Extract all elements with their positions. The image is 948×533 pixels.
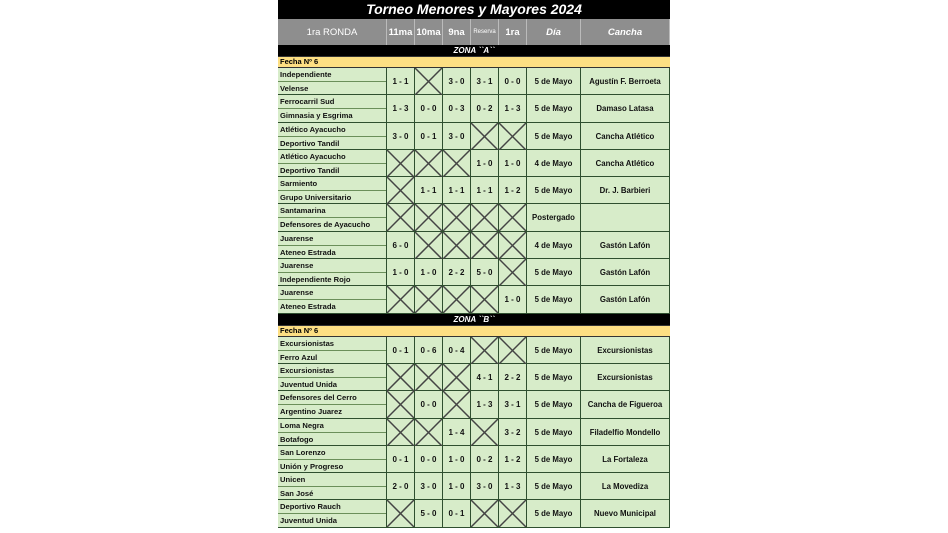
score-cell: 1 - 4 bbox=[443, 419, 471, 446]
cross-mark-icon bbox=[415, 150, 442, 177]
score-cell: 1 - 0 bbox=[387, 259, 415, 286]
teams-cell bbox=[278, 473, 387, 500]
match-row bbox=[278, 364, 670, 391]
score-cell: 0 - 2 bbox=[471, 95, 499, 122]
match-row bbox=[278, 500, 670, 527]
cross-mark-icon bbox=[499, 123, 526, 150]
score-cell: 3 - 0 bbox=[443, 68, 471, 95]
teams-cell bbox=[278, 232, 387, 259]
cross-mark-icon bbox=[443, 150, 470, 177]
cross-mark-icon bbox=[443, 204, 470, 231]
match-field: Agustín F. Berroeta bbox=[581, 68, 670, 95]
cross-mark-icon bbox=[387, 364, 414, 391]
away-team: Argentino Juarez bbox=[280, 407, 343, 417]
cross-mark-icon bbox=[499, 337, 526, 364]
match-field: Damaso Latasa bbox=[581, 95, 670, 122]
match-row bbox=[278, 419, 670, 446]
score-cell bbox=[443, 232, 471, 259]
score-cell: 3 - 1 bbox=[471, 68, 499, 95]
cross-mark-icon bbox=[471, 204, 498, 231]
cross-mark-icon bbox=[499, 232, 526, 259]
score-cell: 1 - 1 bbox=[471, 177, 499, 204]
match-day: 4 de Mayo bbox=[527, 150, 581, 177]
score-cell: 6 - 0 bbox=[387, 232, 415, 259]
score-cell: 1 - 3 bbox=[499, 473, 527, 500]
away-team: Unión y Progreso bbox=[280, 461, 344, 471]
away-team: Deportivo Tandil bbox=[280, 138, 340, 148]
score-cell: 2 - 2 bbox=[443, 259, 471, 286]
teams-cell bbox=[278, 500, 387, 527]
home-team: San Lorenzo bbox=[278, 446, 386, 460]
match-field: La Movediza bbox=[581, 473, 670, 500]
score-cell bbox=[471, 500, 499, 527]
score-cell bbox=[499, 500, 527, 527]
score-cell bbox=[471, 419, 499, 446]
home-team: Santamarina bbox=[278, 204, 386, 218]
teams-cell bbox=[278, 123, 387, 150]
cross-mark-icon bbox=[415, 204, 442, 231]
score-cell: 1 - 0 bbox=[415, 259, 443, 286]
score-cell: 0 - 6 bbox=[415, 337, 443, 364]
fixture-sheet bbox=[278, 0, 670, 528]
away-team: Independiente Rojo bbox=[280, 275, 351, 285]
score-cell: 5 - 0 bbox=[415, 500, 443, 527]
match-day: 5 de Mayo bbox=[527, 473, 581, 500]
sheet-title: Torneo Menores y Mayores 2024 bbox=[278, 0, 670, 19]
column-header-reserva: Reserva bbox=[471, 19, 499, 45]
score-cell bbox=[499, 337, 527, 364]
cross-mark-icon bbox=[387, 150, 414, 177]
away-team: Ferro Azul bbox=[280, 352, 318, 362]
match-field: Gastón Lafón bbox=[581, 232, 670, 259]
score-cell bbox=[415, 419, 443, 446]
score-cell bbox=[443, 150, 471, 177]
home-team: Juarense bbox=[278, 259, 386, 273]
fecha-label: Fecha Nº 6 bbox=[278, 325, 670, 337]
cross-mark-icon bbox=[387, 500, 414, 527]
column-header-round: 1ra RONDA bbox=[278, 19, 387, 45]
score-cell bbox=[415, 232, 443, 259]
score-cell: 1 - 0 bbox=[443, 473, 471, 500]
home-team: Sarmiento bbox=[278, 177, 386, 191]
score-cell bbox=[499, 123, 527, 150]
cross-mark-icon bbox=[499, 259, 526, 286]
score-cell: 2 - 0 bbox=[387, 473, 415, 500]
match-field bbox=[581, 204, 670, 231]
match-day: 5 de Mayo bbox=[527, 446, 581, 473]
score-cell: 1 - 0 bbox=[499, 286, 527, 313]
score-cell: 0 - 0 bbox=[415, 391, 443, 418]
teams-cell bbox=[278, 150, 387, 177]
match-row bbox=[278, 337, 670, 364]
home-team: Juarense bbox=[278, 286, 386, 300]
match-row bbox=[278, 150, 670, 177]
match-field: Gastón Lafón bbox=[581, 286, 670, 313]
fecha-label: Fecha Nº 6 bbox=[278, 56, 670, 68]
score-cell: 4 - 1 bbox=[471, 364, 499, 391]
away-team: Ateneo Estrada bbox=[280, 247, 336, 257]
score-cell: 1 - 3 bbox=[499, 95, 527, 122]
match-day: 5 de Mayo bbox=[527, 364, 581, 391]
cross-mark-icon bbox=[443, 391, 470, 418]
score-cell: 3 - 0 bbox=[415, 473, 443, 500]
cross-mark-icon bbox=[387, 177, 414, 204]
teams-cell bbox=[278, 391, 387, 418]
match-field: Excursionistas bbox=[581, 364, 670, 391]
match-row bbox=[278, 259, 670, 286]
score-cell: 2 - 2 bbox=[499, 364, 527, 391]
score-cell bbox=[471, 123, 499, 150]
home-team: Excursionistas bbox=[278, 364, 386, 378]
match-field: Gastón Lafón bbox=[581, 259, 670, 286]
score-cell bbox=[443, 204, 471, 231]
score-cell: 0 - 2 bbox=[471, 446, 499, 473]
match-day: Postergado bbox=[527, 204, 581, 231]
away-team: San José bbox=[280, 489, 314, 499]
match-field: Nuevo Municipal bbox=[581, 500, 670, 527]
away-team: Deportivo Tandil bbox=[280, 165, 340, 175]
score-cell: 1 - 1 bbox=[415, 177, 443, 204]
score-cell: 1 - 1 bbox=[387, 68, 415, 95]
cross-mark-icon bbox=[471, 419, 498, 446]
match-field: Cancha Atlético bbox=[581, 123, 670, 150]
cross-mark-icon bbox=[415, 286, 442, 313]
cross-mark-icon bbox=[387, 286, 414, 313]
away-team: Juventud Unida bbox=[280, 516, 337, 526]
cross-mark-icon bbox=[387, 391, 414, 418]
score-cell bbox=[415, 286, 443, 313]
score-cell: 1 - 2 bbox=[499, 177, 527, 204]
score-cell bbox=[387, 364, 415, 391]
match-day: 5 de Mayo bbox=[527, 259, 581, 286]
match-field: Filadelfio Mondello bbox=[581, 419, 670, 446]
match-row bbox=[278, 446, 670, 473]
score-cell: 3 - 0 bbox=[443, 123, 471, 150]
match-row bbox=[278, 68, 670, 95]
match-day: 5 de Mayo bbox=[527, 177, 581, 204]
match-row bbox=[278, 391, 670, 418]
score-cell: 5 - 0 bbox=[471, 259, 499, 286]
teams-cell bbox=[278, 259, 387, 286]
score-cell: 1 - 3 bbox=[471, 391, 499, 418]
score-cell: 1 - 0 bbox=[443, 446, 471, 473]
home-team: Excursionistas bbox=[278, 337, 386, 351]
score-cell: 0 - 1 bbox=[415, 123, 443, 150]
column-header-1ra: 1ra bbox=[499, 19, 527, 45]
score-cell bbox=[387, 500, 415, 527]
score-cell: 0 - 1 bbox=[443, 500, 471, 527]
home-team: Unicen bbox=[278, 473, 386, 487]
column-header-10ma: 10ma bbox=[415, 19, 443, 45]
score-cell bbox=[471, 232, 499, 259]
score-cell: 0 - 1 bbox=[387, 337, 415, 364]
column-header-field: Cancha bbox=[581, 19, 670, 45]
home-team: Ferrocarril Sud bbox=[278, 95, 386, 109]
cross-mark-icon bbox=[415, 232, 442, 259]
cross-mark-icon bbox=[387, 204, 414, 231]
score-cell: 1 - 1 bbox=[443, 177, 471, 204]
cross-mark-icon bbox=[499, 204, 526, 231]
zone-header: ZONA ``A`` bbox=[278, 45, 670, 56]
cross-mark-icon bbox=[443, 286, 470, 313]
match-day: 5 de Mayo bbox=[527, 419, 581, 446]
match-row bbox=[278, 232, 670, 259]
match-field: Cancha Atlético bbox=[581, 150, 670, 177]
teams-cell bbox=[278, 286, 387, 313]
teams-cell bbox=[278, 419, 387, 446]
cross-mark-icon bbox=[415, 419, 442, 446]
score-cell bbox=[387, 391, 415, 418]
score-cell bbox=[387, 286, 415, 313]
match-row bbox=[278, 473, 670, 500]
score-cell bbox=[415, 364, 443, 391]
teams-cell bbox=[278, 95, 387, 122]
cross-mark-icon bbox=[471, 123, 498, 150]
match-field: Cancha de Figueroa bbox=[581, 391, 670, 418]
column-header-row bbox=[278, 19, 670, 45]
score-cell: 1 - 2 bbox=[499, 446, 527, 473]
score-cell bbox=[443, 391, 471, 418]
away-team: Defensores de Ayacucho bbox=[280, 220, 371, 230]
score-cell: 3 - 1 bbox=[499, 391, 527, 418]
score-cell bbox=[443, 364, 471, 391]
score-cell: 0 - 3 bbox=[443, 95, 471, 122]
match-row bbox=[278, 123, 670, 150]
column-header-9na: 9na bbox=[443, 19, 471, 45]
home-team: Loma Negra bbox=[278, 419, 386, 433]
score-cell: 0 - 0 bbox=[415, 95, 443, 122]
cross-mark-icon bbox=[415, 68, 442, 95]
match-day: 5 de Mayo bbox=[527, 123, 581, 150]
cross-mark-icon bbox=[471, 500, 498, 527]
score-cell bbox=[387, 150, 415, 177]
home-team: Defensores del Cerro bbox=[278, 391, 386, 405]
score-cell bbox=[499, 259, 527, 286]
cross-mark-icon bbox=[387, 419, 414, 446]
away-team: Botafogo bbox=[280, 434, 314, 444]
away-team: Ateneo Estrada bbox=[280, 302, 336, 312]
teams-cell bbox=[278, 364, 387, 391]
cross-mark-icon bbox=[499, 500, 526, 527]
match-field: Excursionistas bbox=[581, 337, 670, 364]
cross-mark-icon bbox=[443, 364, 470, 391]
score-cell: 0 - 0 bbox=[415, 446, 443, 473]
score-cell: 3 - 0 bbox=[471, 473, 499, 500]
score-cell bbox=[471, 286, 499, 313]
column-header-day: Día bbox=[527, 19, 581, 45]
cross-mark-icon bbox=[415, 364, 442, 391]
score-cell: 3 - 2 bbox=[499, 419, 527, 446]
score-cell bbox=[387, 419, 415, 446]
away-team: Juventud Unida bbox=[280, 379, 337, 389]
teams-cell bbox=[278, 446, 387, 473]
score-cell: 0 - 4 bbox=[443, 337, 471, 364]
teams-cell bbox=[278, 68, 387, 95]
match-row bbox=[278, 95, 670, 122]
score-cell: 0 - 0 bbox=[499, 68, 527, 95]
match-row bbox=[278, 204, 670, 231]
match-day: 4 de Mayo bbox=[527, 232, 581, 259]
score-cell bbox=[471, 204, 499, 231]
score-cell bbox=[415, 150, 443, 177]
away-team: Velense bbox=[280, 84, 309, 93]
home-team: Atlético Ayacucho bbox=[278, 150, 386, 164]
home-team: Deportivo Rauch bbox=[278, 500, 386, 514]
score-cell bbox=[415, 68, 443, 95]
score-cell bbox=[471, 337, 499, 364]
column-header-11ma: 11ma bbox=[387, 19, 415, 45]
score-cell bbox=[499, 204, 527, 231]
match-day: 5 de Mayo bbox=[527, 337, 581, 364]
score-cell bbox=[499, 232, 527, 259]
cross-mark-icon bbox=[471, 232, 498, 259]
teams-cell bbox=[278, 337, 387, 364]
score-cell bbox=[387, 204, 415, 231]
home-team: Atlético Ayacucho bbox=[278, 123, 386, 137]
score-cell: 1 - 0 bbox=[499, 150, 527, 177]
teams-cell bbox=[278, 204, 387, 231]
match-day: 5 de Mayo bbox=[527, 286, 581, 313]
score-cell: 1 - 3 bbox=[387, 95, 415, 122]
away-team: Grupo Universitario bbox=[280, 193, 352, 203]
match-day: 5 de Mayo bbox=[527, 391, 581, 418]
match-day: 5 de Mayo bbox=[527, 500, 581, 527]
score-cell bbox=[443, 286, 471, 313]
match-row bbox=[278, 286, 670, 313]
score-cell: 1 - 0 bbox=[471, 150, 499, 177]
cross-mark-icon bbox=[443, 232, 470, 259]
score-cell: 0 - 1 bbox=[387, 446, 415, 473]
match-row bbox=[278, 177, 670, 204]
teams-cell bbox=[278, 177, 387, 204]
score-cell bbox=[415, 204, 443, 231]
match-day: 5 de Mayo bbox=[527, 68, 581, 95]
home-team: Independiente bbox=[278, 68, 386, 82]
match-field: La Fortaleza bbox=[581, 446, 670, 473]
score-cell bbox=[387, 177, 415, 204]
zone-header: ZONA ``B`` bbox=[278, 314, 670, 325]
away-team: Gimnasia y Esgrima bbox=[280, 111, 353, 121]
zones-container bbox=[278, 45, 670, 528]
match-day: 5 de Mayo bbox=[527, 95, 581, 122]
cross-mark-icon bbox=[471, 337, 498, 364]
match-field: Dr. J. Barbieri bbox=[581, 177, 670, 204]
home-team: Juarense bbox=[278, 232, 386, 246]
score-cell: 3 - 0 bbox=[387, 123, 415, 150]
cross-mark-icon bbox=[471, 286, 498, 313]
